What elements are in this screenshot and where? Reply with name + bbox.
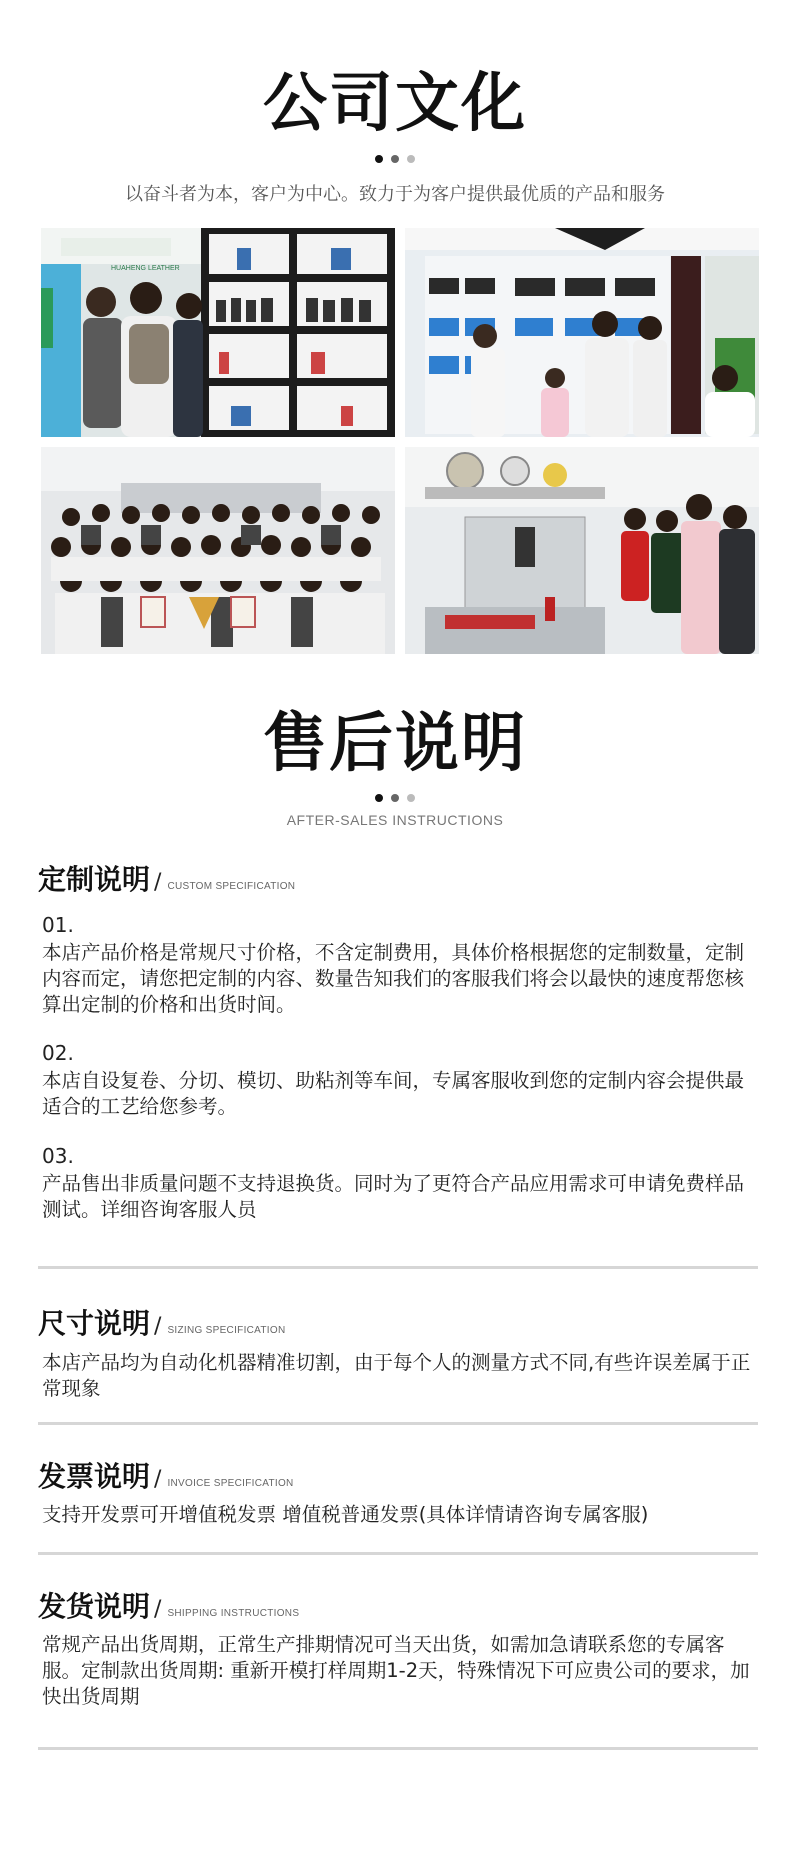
custom-item-text: 产品售出非质量问题不支持退换货。同时为了更符合产品应用需求可申请免费样品测试。详细咨询客服人员 [42,1172,745,1221]
machine-demo-photo [405,447,759,654]
section-divider [38,1747,758,1750]
team-group-photo [41,447,395,654]
custom-item-number: 03. [42,1144,74,1168]
custom-item-number: 01. [42,913,74,937]
invoice-text: 支持开发票可开增值税发票 增值税普通发票(具体详情请咨询专属客服) [42,1503,649,1526]
custom-item-1 [42,912,757,1018]
shipping-section-title: 发货说明 [38,1590,151,1623]
custom-section-slash: / [154,870,162,895]
section-divider [38,1266,758,1269]
custom-item-number: 02. [42,1041,74,1065]
product-display-photo [405,228,759,437]
sizing-text: 本店产品均为自动化机器精准切割，由于每个人的测量方式不同,有些许误差属于正常现象 [42,1351,751,1400]
invoice-section-title: 发票说明 [38,1460,151,1493]
after-sales-dots [0,787,790,806]
shipping-section-en: SHIPPING INSTRUCTIONS [167,1608,300,1619]
sizing-section-en: SIZING SPECIFICATION [167,1325,286,1336]
invoice-section-slash: / [154,1467,162,1492]
after-sales-title: 售后说明 [263,707,527,781]
custom-section-title: 定制说明 [38,863,151,896]
shipping-section-header [38,1585,299,1625]
section-divider [38,1422,758,1425]
after-sales-subtitle: AFTER-SALES INSTRUCTIONS [286,812,504,828]
sizing-section-header [38,1302,285,1342]
custom-section-en: CUSTOM SPECIFICATION [167,881,296,892]
exhibition-booth-photo [41,228,395,437]
culture-subtitle: 以奋斗者为本，客户为中心。致力于为客户提供最优质的产品和服务 [125,184,665,205]
custom-item-2 [42,1040,757,1120]
section-divider [38,1552,758,1555]
shipping-section-slash: / [154,1597,162,1622]
invoice-section-en: INVOICE SPECIFICATION [167,1478,294,1489]
culture-title: 公司文化 [263,67,527,141]
title-dots [0,148,790,167]
custom-section-header [38,858,295,898]
shipping-text: 常规产品出货周期，正常生产排期情况可当天出货，如需加急请联系您的专属客服。定制款出货周期: 重新开模打样周期1-2天，特殊情况下可应贵公司的要求，加快出货周期 [42,1633,750,1708]
sizing-section-title: 尺寸说明 [38,1307,151,1340]
custom-item-3 [42,1143,757,1223]
sizing-section-slash: / [154,1314,162,1339]
custom-item-text: 本店自设复卷、分切、模切、助粘剂等车间，专属客服收到您的定制内容会提供最适合的工艺给您参考。 [42,1069,745,1118]
custom-item-text: 本店产品价格是常规尺寸价格，不含定制费用，具体价格根据您的定制数量，定制内容而定，请您把定制的内容、数量告知我们的客服我们将会以最快的速度帮您核算出定制的价格和出货时间。 [42,941,745,1016]
booth-sign-text: HUAHENG LEATHER [111,265,180,272]
invoice-section-header [38,1455,294,1495]
